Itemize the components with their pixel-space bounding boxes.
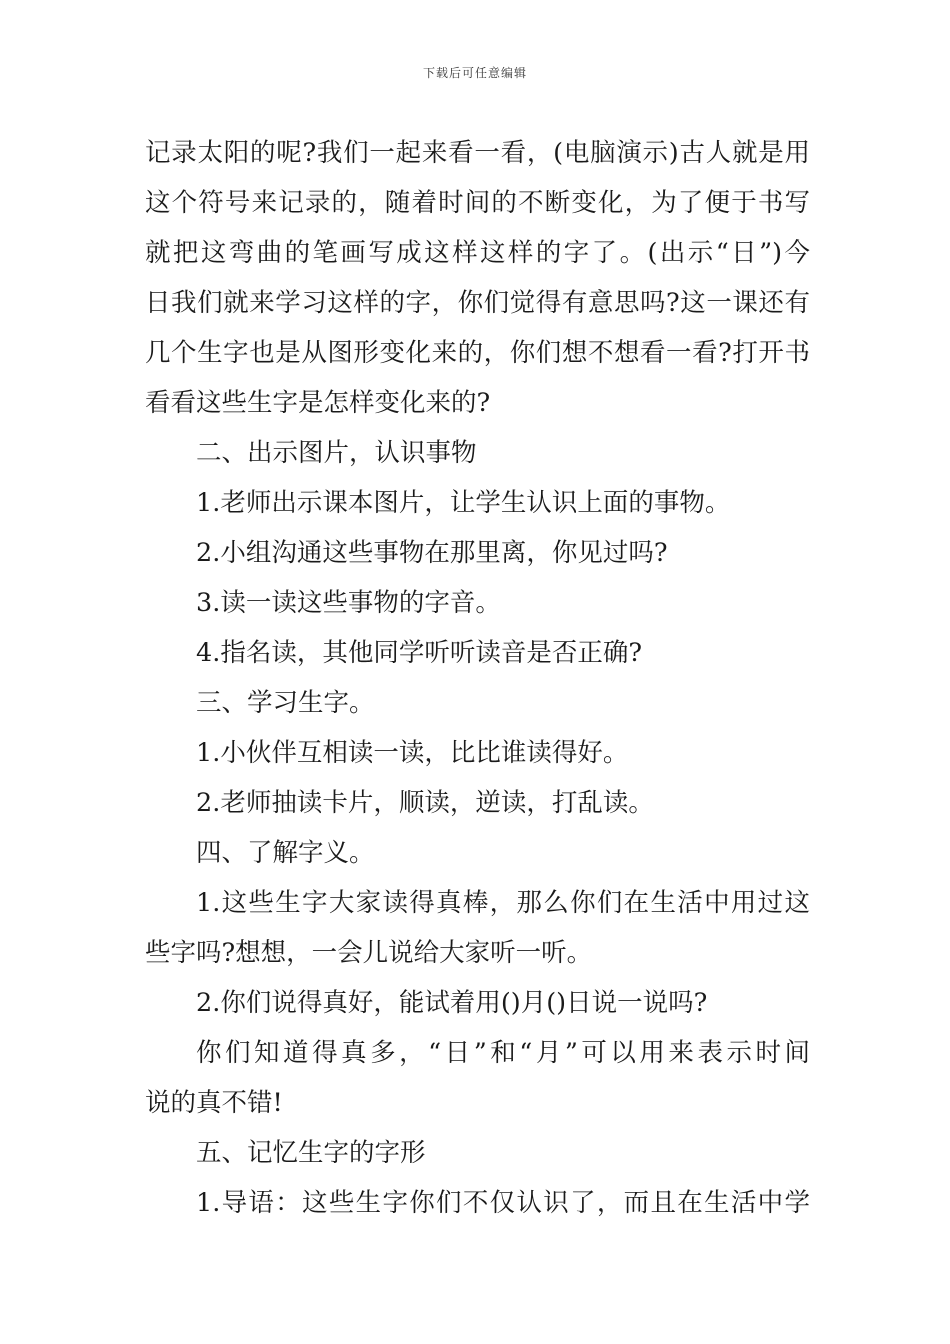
text-line: 2.老师抽读卡片，顺读，逆读，打乱读。 [196, 788, 654, 818]
text-line: 几个生字也是从图形变化来的，你们想不想看一看?打开书 [145, 338, 810, 368]
document-body [145, 128, 810, 1228]
text-line: 就把这弯曲的笔画写成这样这样的字了。(出示“日”)今 [145, 238, 810, 268]
text-line: 说的真不错! [145, 1088, 283, 1118]
text-line: 1.小伙伴互相读一读，比比谁读得好。 [196, 738, 629, 768]
text-line: 记录太阳的呢?我们一起来看一看，(电脑演示)古人就是用 [145, 138, 810, 168]
text-line: 些字吗?想想，一会儿说给大家听一听。 [145, 938, 593, 968]
text-line: 2.你们说得真好，能试着用()月()日说一说吗? [196, 988, 708, 1018]
text-line: 你们知道得真多，“日”和“月”可以用来表示时间 [196, 1038, 810, 1068]
text-line: 五、记忆生字的字形 [196, 1138, 426, 1168]
text-line: 4.指名读，其他同学听听读音是否正确? [196, 638, 643, 668]
text-line: 1.老师出示课本图片，让学生认识上面的事物。 [196, 488, 731, 518]
page-header: 下载后可任意编辑 [422, 66, 527, 80]
text-line: 日我们就来学习这样的字，你们觉得有意思吗?这一课还有 [145, 288, 810, 318]
text-line: 看看这些生字是怎样变化来的? [145, 388, 491, 418]
text-line: 1.这些生字大家读得真棒，那么你们在生活中用过这 [196, 888, 810, 918]
text-line: 这个符号来记录的，随着时间的不断变化，为了便于书写 [145, 188, 810, 218]
text-line: 二、出示图片，认识事物 [196, 438, 477, 468]
text-line: 2.小组沟通这些事物在那里离，你见过吗? [196, 538, 668, 568]
text-line: 四、了解字义。 [196, 838, 375, 868]
text-line: 三、学习生字。 [196, 688, 375, 718]
text-line: 3.读一读这些事物的字音。 [196, 588, 501, 618]
text-line: 1.导语：这些生字你们不仅认识了，而且在生活中学 [196, 1188, 810, 1218]
